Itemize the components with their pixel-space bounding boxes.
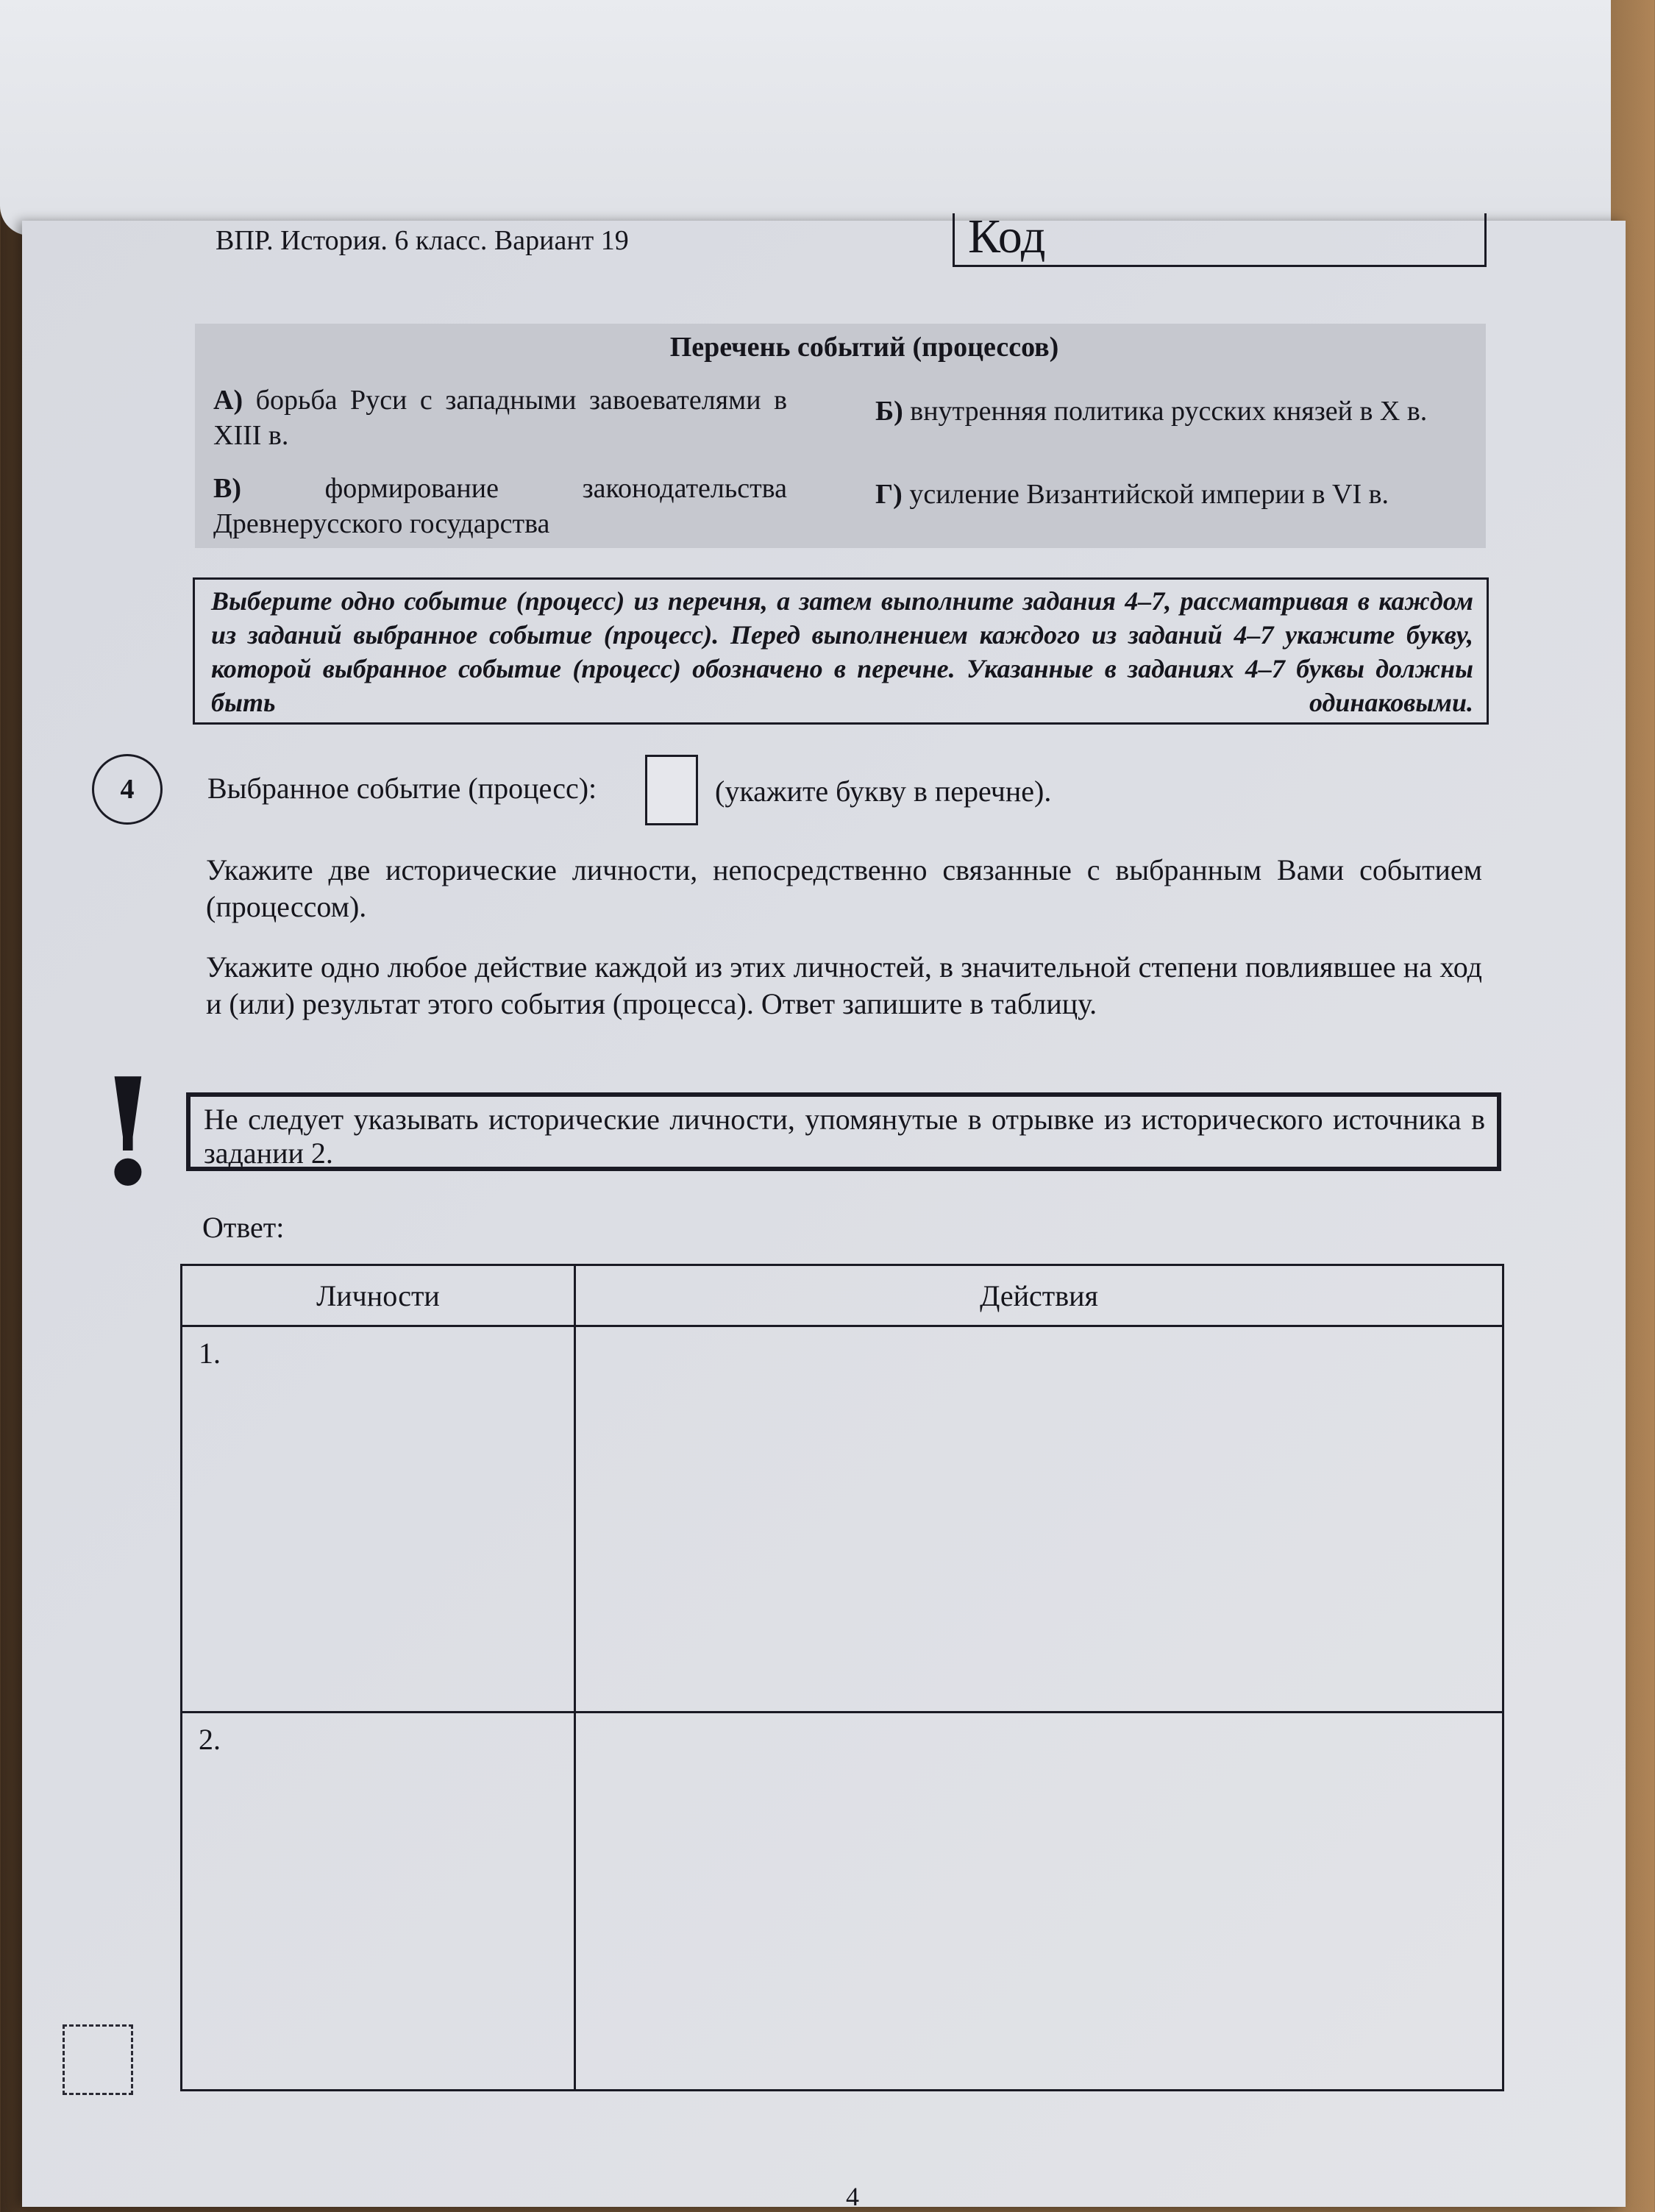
person-cell-1[interactable] bbox=[182, 1326, 575, 1713]
event-letter: Б) bbox=[875, 396, 903, 427]
event-text: борьба Руси с западными завоевателями в XIII в. bbox=[213, 385, 788, 451]
event-text: усиление Византийской империи в VI в. bbox=[909, 479, 1389, 510]
task-number-badge: 4 bbox=[92, 754, 163, 825]
chosen-letter-input[interactable] bbox=[645, 755, 698, 825]
instruction-box: Выберите одно событие (процесс) из перечня, а затем выполните задания 4–7, рассматривая в каждом из заданий выбранное событие (процесс). Перед выполнением каждого из заданий 4–7 укажите букву, которой выбранное событие (процесс) обозначено в перечне. Указанные в заданиях 4–7 буквы должны быть одинаковыми. bbox=[193, 577, 1489, 725]
answer-table bbox=[180, 1264, 1504, 2091]
answer-label: Ответ: bbox=[202, 1211, 285, 1244]
header-actions: Действия bbox=[575, 1265, 1503, 1326]
event-item-g bbox=[875, 477, 1486, 512]
action-cell-2[interactable] bbox=[575, 1713, 1503, 2091]
event-letter: Г) bbox=[875, 479, 903, 510]
row-number: 2. bbox=[199, 1723, 221, 1756]
code-field[interactable] bbox=[953, 210, 1487, 267]
events-title: Перечень событий (процессов) bbox=[669, 332, 1059, 363]
task-paragraph-1: Укажите две исторические личности, непосредственно связанные с выбранным Вами событием (процессом). bbox=[206, 853, 1482, 923]
event-item-a bbox=[213, 383, 787, 453]
score-box[interactable] bbox=[63, 2024, 133, 2095]
chosen-event-hint: (укажите букву в перечне). bbox=[715, 775, 1052, 808]
page-header-title: ВПР. История. 6 класс. Вариант 19 bbox=[216, 225, 629, 256]
event-text: внутренняя политика русских князей в X в. bbox=[910, 396, 1428, 427]
row-number: 1. bbox=[199, 1337, 221, 1370]
page-number: 4 bbox=[846, 2182, 859, 2211]
event-text: формирование законодательства Древнерусского государства bbox=[213, 473, 787, 539]
event-letter: В) bbox=[213, 473, 241, 504]
event-item-v bbox=[213, 471, 787, 541]
warning-box: Не следует указывать исторические личности, упомянутые в отрывке из исторического источника в задании 2. bbox=[186, 1092, 1501, 1171]
person-cell-2[interactable] bbox=[182, 1713, 575, 2091]
table-header-row bbox=[182, 1265, 1503, 1326]
table-row bbox=[182, 1713, 1503, 2091]
table-row bbox=[182, 1326, 1503, 1713]
event-item-b bbox=[875, 394, 1486, 429]
header-persons: Личности bbox=[182, 1265, 575, 1326]
warning-icon: ! bbox=[96, 1046, 160, 1219]
chosen-event-label: Выбранное событие (процесс): bbox=[207, 772, 597, 805]
action-cell-1[interactable] bbox=[575, 1326, 1503, 1713]
code-label: Код bbox=[968, 210, 1046, 263]
event-letter: А) bbox=[213, 385, 243, 416]
booklet-top-page bbox=[0, 0, 1611, 235]
task-paragraph-2: Укажите одно любое действие каждой из этих личностей, в значительной степени повлиявшее на ход и (или) результат этого события (процесса). Ответ запишите в таблицу. bbox=[206, 950, 1482, 1020]
